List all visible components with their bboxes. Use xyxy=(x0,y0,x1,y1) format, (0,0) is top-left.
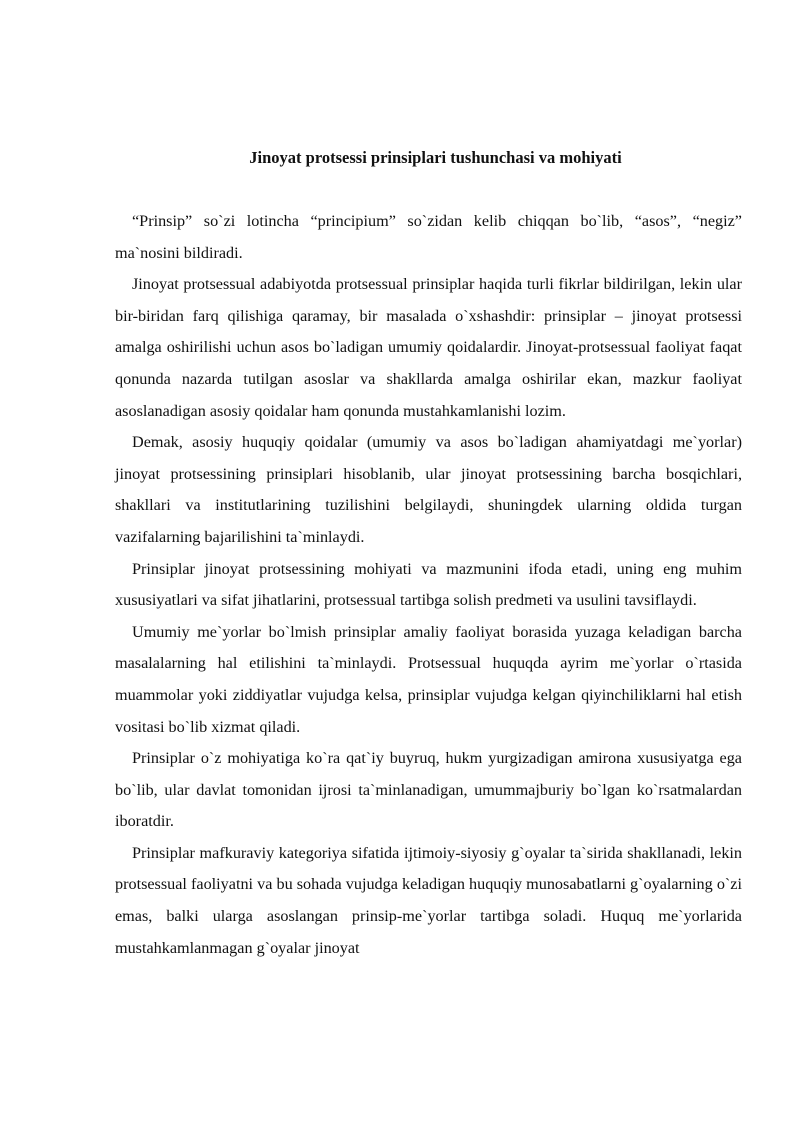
document-page xyxy=(115,146,742,964)
paragraph-7: Prinsiplar mafkuraviy kategoriya sifatida ijtimoiy-siyosiy g`oyalar ta`sirida shakllanadi, lekin protsessual faoliyatni va bu sohada vujudga keladigan huquqiy munosabatlarni g`oyalarning o`zi emas, balki ularga asoslangan prinsip-me`yorlar tartibga soladi. Huquq me`yorlarida mustahkamlanmagan g`oyalar jinoyat xyxy=(115,843,742,957)
paragraph-4: Prinsiplar jinoyat protsessining mohiyati va mazmunini ifoda etadi, uning eng muhim xususiyatlari va sifat jihatlarini, protsessual tartibga solish predmeti va usulini tavsiflaydi. xyxy=(115,559,742,610)
document-title: Jinoyat protsessi prinsiplari tushunchasi va mohiyati xyxy=(249,148,622,167)
paragraph-6: Prinsiplar o`z mohiyatiga ko`ra qat`iy buyruq, hukm yurgizadigan amirona xususiyatga ega bo`lib, ular davlat tomonidan ijrosi ta`minlanadigan, umummajburiy bo`lgan ko`rsatmalardan iboratdir. xyxy=(115,749,742,831)
paragraph-5: Umumiy me`yorlar bo`lmish prinsiplar amaliy faoliyat borasida yuzaga keladigan barcha masalalarning hal etilishini ta`minlaydi. Protsessual huquqda ayrim me`yorlar o`rtasida muammolar yoki ziddiyatlar vujudga kelsa, prinsiplar vujudga kelgan qiyinchiliklarni hal etish vositasi bo`lib xizmat qiladi. xyxy=(115,622,742,736)
paragraph-3: Demak, asosiy huquqiy qoidalar (umumiy va asos bo`ladigan ahamiyatdagi me`yorlar) jinoyat protsessining prinsiplari hisoblanib, ular jinoyat protsessining barcha bosqichlari, shakllari va institutlarining tuzilishini belgilaydi, shuningdek ularning oldida turgan vazifalarning bajarilishini ta`minlaydi. xyxy=(115,433,742,546)
paragraph-1: “Prinsip” so`zi lotincha “principium” so`zidan kelib chiqqan bo`lib, “asos”, “negiz” ma`nosini bildiradi. xyxy=(115,212,742,262)
paragraph-2: Jinoyat protsessual adabiyotda protsessual prinsiplar haqida turli fikrlar bildirilgan, lekin ular bir-biridan farq qilishiga qaramay, bir masalada o`xshashdir: prinsiplar – jinoyat protsessi amalga oshirilishi uchun asos bo`ladigan umumiy qoidalardir. Jinoyat-protsessual faoliyat faqat qonunda nazarda tutilgan asoslar va shakllarda amalga oshirilar ekan, mazkur faoliyat asoslanadigan asosiy qoidalar ham qonunda mustahkamlanishi lozim. xyxy=(115,275,742,420)
